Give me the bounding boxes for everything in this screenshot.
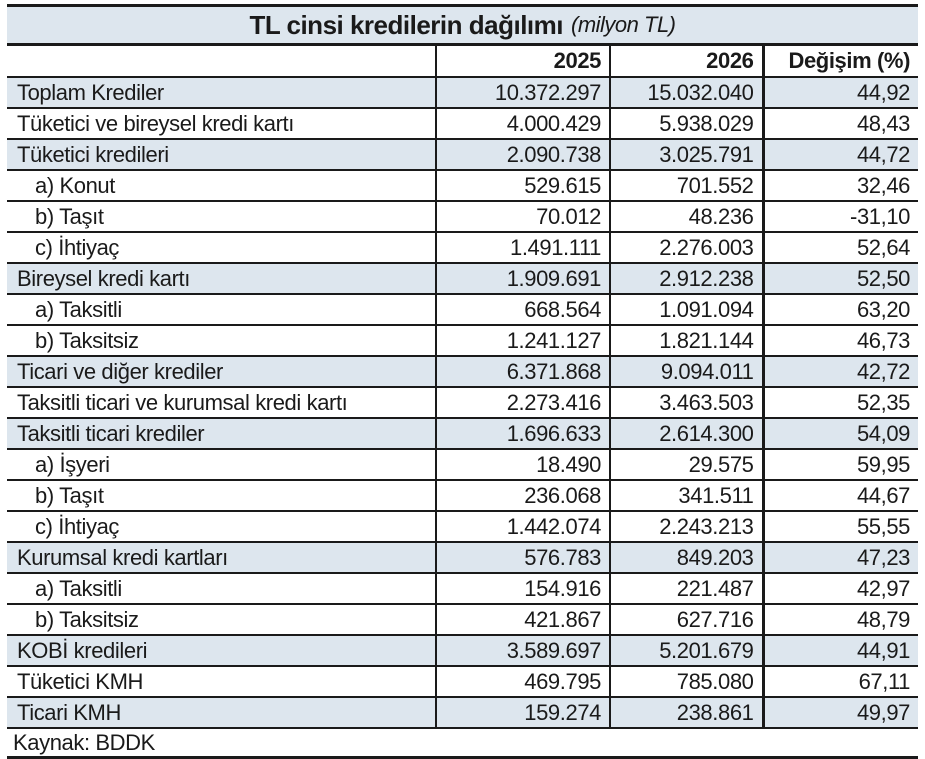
row-label-cell: Taksitli ticari krediler [7,418,436,449]
change-cell: -31,10 [763,201,918,232]
value-2025-cell: 18.490 [436,449,610,480]
row-label-cell: Toplam Krediler [7,77,436,108]
row-label-cell: a) Taksitli [7,294,436,325]
row-label-cell: KOBİ kredileri [7,635,436,666]
row-label-cell: b) Taşıt [7,480,436,511]
value-2026-cell: 785.080 [610,666,763,697]
table-row [7,573,918,604]
row-label-cell: a) Taksitli [7,573,436,604]
change-cell: 42,72 [763,356,918,387]
column-header-2026: 2026 [610,46,763,77]
table-row [7,170,918,201]
value-2025-cell: 469.795 [436,666,610,697]
column-header-2025: 2025 [436,46,610,77]
table-row [7,77,918,108]
data-table [7,46,918,729]
change-cell: 42,97 [763,573,918,604]
value-2026-cell: 1.091.094 [610,294,763,325]
table-row [7,604,918,635]
value-2026-cell: 2.614.300 [610,418,763,449]
value-2025-cell: 2.090.738 [436,139,610,170]
table-row [7,666,918,697]
change-cell: 67,11 [763,666,918,697]
row-label-cell: Bireysel kredi kartı [7,263,436,294]
title-unit-note: (milyon TL) [571,12,676,37]
row-label-cell: b) Taşıt [7,201,436,232]
row-label-cell: Taksitli ticari ve kurumsal kredi kartı [7,387,436,418]
value-2025-cell: 668.564 [436,294,610,325]
table-row [7,480,918,511]
table-row [7,294,918,325]
value-2026-cell: 5.201.679 [610,635,763,666]
table-row [7,511,918,542]
change-cell: 52,64 [763,232,918,263]
value-2025-cell: 1.696.633 [436,418,610,449]
header-empty-cell [7,46,436,77]
change-cell: 49,97 [763,697,918,728]
change-cell: 47,23 [763,542,918,573]
column-header-change: Değişim (%) [763,46,918,77]
header-row [7,46,918,77]
value-2025-cell: 529.615 [436,170,610,201]
value-2026-cell: 5.938.029 [610,108,763,139]
table-row [7,387,918,418]
table-row [7,201,918,232]
table-row [7,542,918,573]
row-label-cell: a) İşyeri [7,449,436,480]
row-label-cell: Tüketici KMH [7,666,436,697]
row-label-cell: a) Konut [7,170,436,201]
value-2025-cell: 576.783 [436,542,610,573]
change-cell: 54,09 [763,418,918,449]
value-2026-cell: 15.032.040 [610,77,763,108]
value-2026-cell: 1.821.144 [610,325,763,356]
value-2025-cell: 154.916 [436,573,610,604]
table-row [7,449,918,480]
value-2025-cell: 2.273.416 [436,387,610,418]
value-2025-cell: 70.012 [436,201,610,232]
value-2025-cell: 421.867 [436,604,610,635]
change-cell: 44,67 [763,480,918,511]
table-row [7,635,918,666]
table-row [7,263,918,294]
value-2026-cell: 341.511 [610,480,763,511]
table-row [7,418,918,449]
table-row [7,697,918,728]
change-cell: 48,79 [763,604,918,635]
table-row [7,325,918,356]
row-label-cell: b) Taksitsiz [7,325,436,356]
change-cell: 46,73 [763,325,918,356]
row-label-cell: c) İhtiyaç [7,511,436,542]
source-note: Kaynak: BDDK [7,729,918,759]
table-row [7,356,918,387]
change-cell: 59,95 [763,449,918,480]
value-2026-cell: 627.716 [610,604,763,635]
value-2025-cell: 4.000.429 [436,108,610,139]
value-2026-cell: 238.861 [610,697,763,728]
row-label-cell: Ticari ve diğer krediler [7,356,436,387]
table-row [7,108,918,139]
value-2026-cell: 849.203 [610,542,763,573]
value-2025-cell: 3.589.697 [436,635,610,666]
table-body [7,77,918,728]
value-2026-cell: 29.575 [610,449,763,480]
row-label-cell: Tüketici kredileri [7,139,436,170]
value-2025-cell: 1.491.111 [436,232,610,263]
value-2026-cell: 221.487 [610,573,763,604]
table-row [7,232,918,263]
change-cell: 44,91 [763,635,918,666]
change-cell: 32,46 [763,170,918,201]
change-cell: 44,72 [763,139,918,170]
value-2026-cell: 2.243.213 [610,511,763,542]
row-label-cell: Kurumsal kredi kartları [7,542,436,573]
value-2025-cell: 1.442.074 [436,511,610,542]
change-cell: 52,35 [763,387,918,418]
value-2025-cell: 10.372.297 [436,77,610,108]
row-label-cell: Tüketici ve bireysel kredi kartı [7,108,436,139]
table-header [7,46,918,77]
value-2026-cell: 2.276.003 [610,232,763,263]
value-2026-cell: 2.912.238 [610,263,763,294]
row-label-cell: b) Taksitsiz [7,604,436,635]
value-2026-cell: 48.236 [610,201,763,232]
value-2025-cell: 1.241.127 [436,325,610,356]
change-cell: 48,43 [763,108,918,139]
value-2025-cell: 159.274 [436,697,610,728]
page-title: TL cinsi kredilerin dağılımı [249,9,563,40]
table-row [7,139,918,170]
change-cell: 63,20 [763,294,918,325]
change-cell: 52,50 [763,263,918,294]
value-2026-cell: 3.463.503 [610,387,763,418]
value-2025-cell: 6.371.868 [436,356,610,387]
value-2025-cell: 1.909.691 [436,263,610,294]
value-2026-cell: 9.094.011 [610,356,763,387]
change-cell: 55,55 [763,511,918,542]
row-label-cell: Ticari KMH [7,697,436,728]
value-2026-cell: 3.025.791 [610,139,763,170]
change-cell: 44,92 [763,77,918,108]
row-label-cell: c) İhtiyaç [7,232,436,263]
credit-distribution-table [7,4,918,759]
value-2026-cell: 701.552 [610,170,763,201]
value-2025-cell: 236.068 [436,480,610,511]
title-band [7,4,918,46]
